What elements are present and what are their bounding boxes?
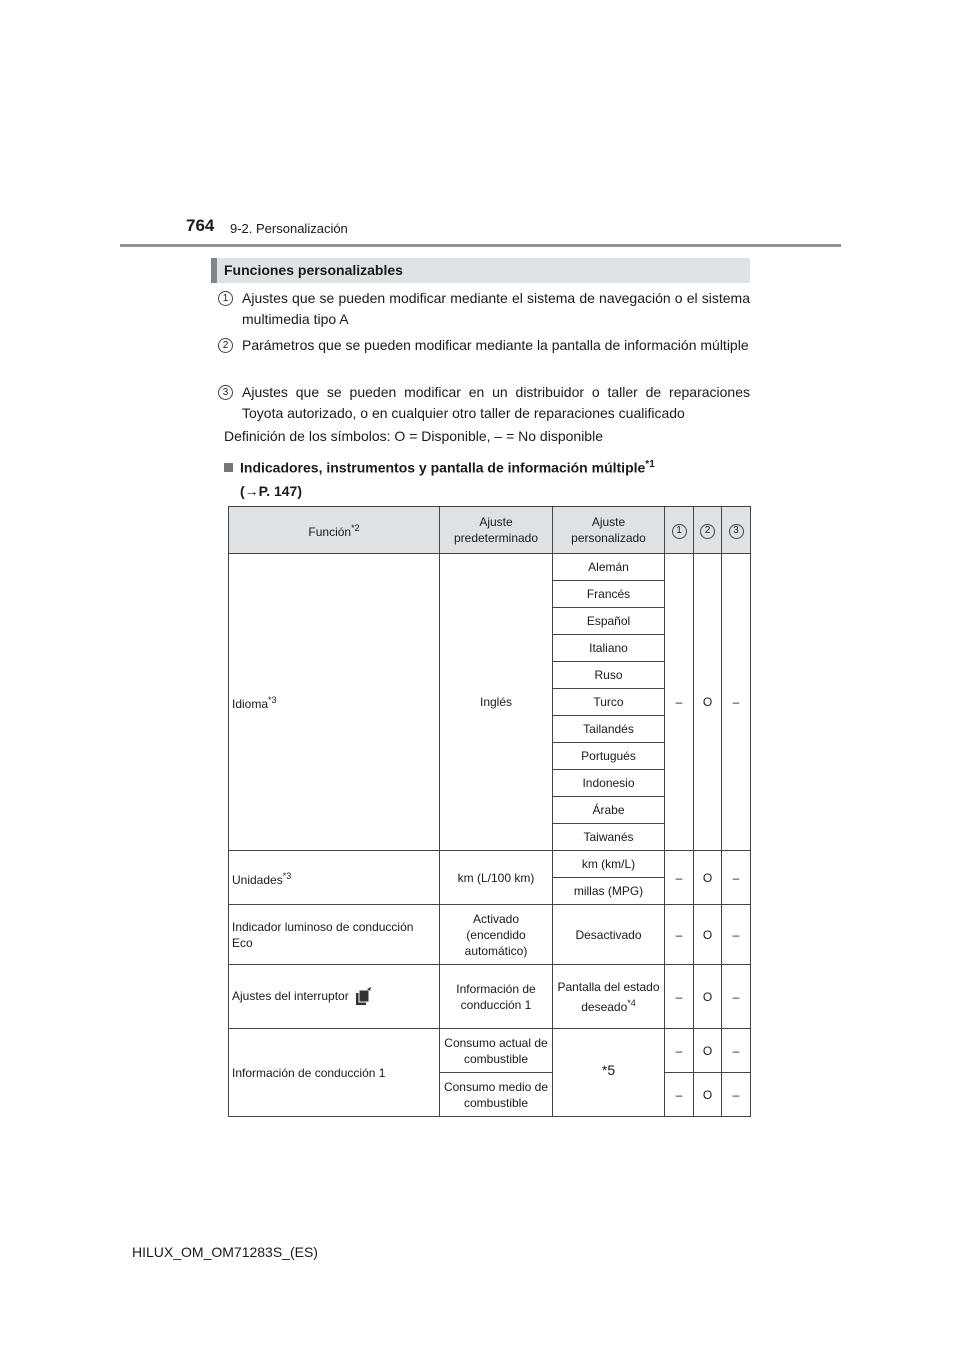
header-function: Función$^{*2}$ [229, 507, 440, 554]
driving-info-function: Información de conducción 1 [229, 1029, 440, 1117]
availability-cell: – [665, 851, 694, 905]
language-default: Inglés [440, 554, 553, 851]
language-option: Ruso [553, 662, 665, 689]
settings-table [228, 506, 751, 1117]
legend-text: Parámetros que se pueden modificar mediante la pantalla de información múltiple [242, 337, 749, 353]
header-col-1: 1 [665, 507, 694, 554]
language-option: Árabe [553, 797, 665, 824]
page-number: 764 [186, 216, 215, 235]
availability-cell: – [722, 1073, 751, 1117]
eco-default: Activado (encendido automático) [440, 905, 553, 965]
header-col-3: 3 [722, 507, 751, 554]
subsection-heading [224, 453, 655, 503]
availability-cell: O [694, 965, 722, 1029]
functions-heading: Funciones personalizables [211, 258, 750, 283]
display-switch-icon [355, 987, 373, 1007]
availability-cell: – [665, 905, 694, 965]
availability-cell: – [722, 554, 751, 851]
language-function: Idioma$^{*3}$ [229, 554, 440, 851]
language-option: Alemán [553, 554, 665, 581]
language-option: Portugués [553, 743, 665, 770]
language-option: Indonesio [553, 770, 665, 797]
availability-cell: O [694, 1073, 722, 1117]
footnote-marker: *1 [645, 459, 655, 470]
bullet-square-icon [224, 463, 233, 472]
driving-info-default: Consumo medio de combustible [440, 1073, 553, 1117]
table-row [229, 965, 751, 1029]
availability-cell: O [694, 905, 722, 965]
driving-info-default: Consumo actual de combustible [440, 1029, 553, 1073]
header-custom: Ajuste personalizado [553, 507, 665, 554]
circled-number-1: 1 [218, 291, 233, 306]
legend-item-3 [218, 382, 750, 424]
availability-cell: – [665, 554, 694, 851]
section-title: 9-2. Personalización [230, 221, 348, 236]
header-default: Ajuste predeterminado [440, 507, 553, 554]
availability-cell: – [722, 965, 751, 1029]
subsection-title: Indicadores, instrumentos y pantalla de información múltiple [240, 459, 646, 476]
language-option: Tailandés [553, 716, 665, 743]
language-option: Turco [553, 689, 665, 716]
availability-cell: – [665, 965, 694, 1029]
units-default: km (L/100 km) [440, 851, 553, 905]
legend-text: Ajustes que se pueden modificar en un distribuidor o taller de reparaciones Toyota autorizado, o en cualquier otro taller de reparaciones cualificado [242, 384, 750, 421]
availability-cell: O [694, 554, 722, 851]
availability-cell: – [722, 1029, 751, 1073]
circled-number-2: 2 [218, 338, 233, 353]
table-row [229, 851, 751, 878]
circled-number-3: 3 [218, 385, 233, 400]
units-option: millas (MPG) [553, 878, 665, 905]
switch-default: Información de conducción 1 [440, 965, 553, 1029]
availability-cell: – [665, 1029, 694, 1073]
table-row [229, 554, 751, 581]
language-option: Español [553, 608, 665, 635]
driving-info-custom: *5 [553, 1029, 665, 1117]
eco-custom: Desactivado [553, 905, 665, 965]
availability-cell: – [722, 905, 751, 965]
availability-cell: – [665, 1073, 694, 1117]
legend-item-2 [218, 335, 750, 356]
switch-function: Ajustes del interruptor [229, 965, 440, 1029]
language-option: Italiano [553, 635, 665, 662]
header-col-2: 2 [694, 507, 722, 554]
legend-item-1 [218, 288, 750, 330]
legend-text: Ajustes que se pueden modificar mediante el sistema de navegación o el sistema multimedia tipo A [242, 290, 750, 327]
language-option: Francés [553, 581, 665, 608]
header-rule [120, 244, 841, 247]
page-reference-link[interactable]: (→P. 147) [240, 482, 302, 499]
eco-function: Indicador luminoso de conducción Eco [229, 905, 440, 965]
symbol-definition: Definición de los símbolos: O = Disponible, – = No disponible [224, 428, 603, 444]
footer-code: HILUX_OM_OM71283S_(ES) [132, 1244, 318, 1260]
table-row [229, 905, 751, 965]
availability-cell: O [694, 1029, 722, 1073]
language-option: Taiwanés [553, 824, 665, 851]
units-function: Unidades$^{*3}$ [229, 851, 440, 905]
availability-cell: – [722, 851, 751, 905]
table-header-row [229, 507, 751, 554]
units-option: km (km/L) [553, 851, 665, 878]
table-row [229, 1029, 751, 1073]
availability-cell: O [694, 851, 722, 905]
switch-custom: Pantalla del estado deseado$^{*4}$ [553, 965, 665, 1029]
